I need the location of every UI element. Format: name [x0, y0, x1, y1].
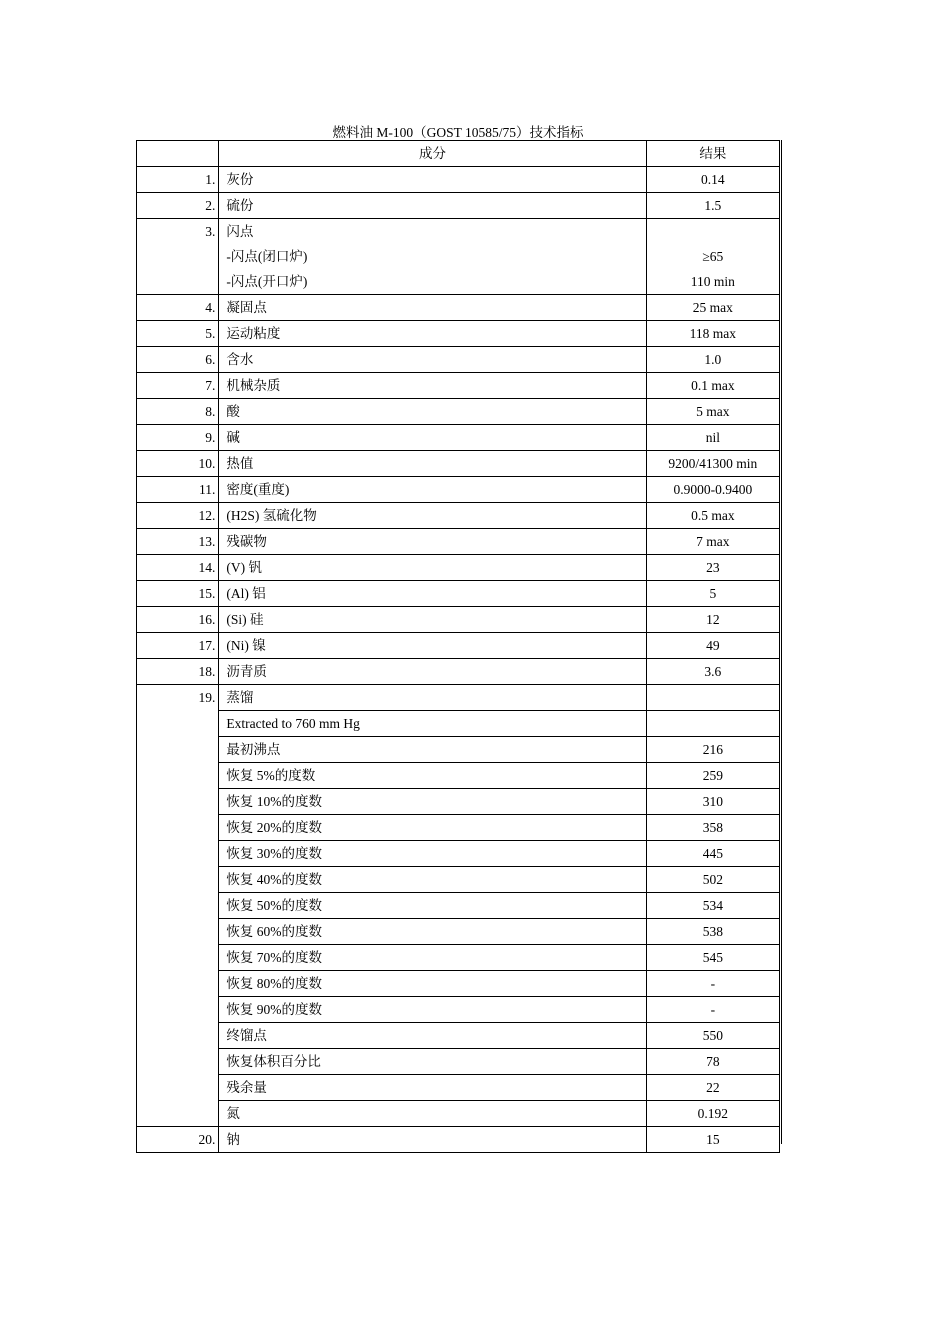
- distillation-number: [137, 1075, 219, 1101]
- row-name: 热值: [219, 451, 646, 477]
- row-number: 17.: [137, 633, 219, 659]
- row-number: 15.: [137, 581, 219, 607]
- header-result: 结果: [646, 141, 779, 167]
- row-name: 硫份: [219, 193, 646, 219]
- row-number: 5.: [137, 321, 219, 347]
- distillation-row: [137, 1075, 780, 1101]
- distillation-number: [137, 971, 219, 997]
- row-value: 5 max: [646, 399, 779, 425]
- distillation-number: [137, 867, 219, 893]
- row-name: 钠: [219, 1127, 646, 1153]
- table-row: [137, 295, 780, 321]
- table-row: [137, 607, 780, 633]
- distillation-number: [137, 1101, 219, 1127]
- distillation-item-value: 550: [646, 1023, 779, 1049]
- spec-table: [136, 140, 780, 1153]
- row-value-line: ≥65: [702, 249, 724, 264]
- distillation-row: [137, 971, 780, 997]
- distillation-number: [137, 789, 219, 815]
- row-number: 2.: [137, 193, 219, 219]
- distillation-item-name: 恢复 5%的度数: [219, 763, 646, 789]
- distillation-row: [137, 945, 780, 971]
- distillation-row: [137, 841, 780, 867]
- distillation-item-value: 445: [646, 841, 779, 867]
- distillation-item-value: 534: [646, 893, 779, 919]
- row-name-line: 闪点: [226, 224, 254, 239]
- distillation-row: [137, 789, 780, 815]
- table-row: [137, 425, 780, 451]
- row-number: 6.: [137, 347, 219, 373]
- header-component: 成分: [219, 141, 646, 167]
- row-name-cell: [219, 219, 646, 295]
- row-name: (Al) 铝: [219, 581, 646, 607]
- row-number: 3.: [137, 219, 219, 295]
- distillation-item-name: 恢复 90%的度数: [219, 997, 646, 1023]
- distillation-item-value: [646, 685, 779, 711]
- distillation-row: [137, 711, 780, 737]
- distillation-item-value: 0.192: [646, 1101, 779, 1127]
- row-number: 18.: [137, 659, 219, 685]
- row-number: 11.: [137, 477, 219, 503]
- row-name: 残碳物: [219, 529, 646, 555]
- row-value: 118 max: [646, 321, 779, 347]
- distillation-item-name: 残余量: [219, 1075, 646, 1101]
- distillation-number: [137, 763, 219, 789]
- row-name: 酸: [219, 399, 646, 425]
- row-value: 0.5 max: [646, 503, 779, 529]
- row-name-line: -闪点(闭口炉): [226, 249, 308, 264]
- row-number: 4.: [137, 295, 219, 321]
- row-value: 0.9000-0.9400: [646, 477, 779, 503]
- table-row: [137, 219, 780, 295]
- row-number: 16.: [137, 607, 219, 633]
- distillation-number: [137, 893, 219, 919]
- row-name: (Si) 硅: [219, 607, 646, 633]
- distillation-row: [137, 763, 780, 789]
- distillation-item-name: 恢复 40%的度数: [219, 867, 646, 893]
- distillation-item-name: 终馏点: [219, 1023, 646, 1049]
- distillation-item-name: 蒸馏: [219, 685, 646, 711]
- distillation-number: [137, 945, 219, 971]
- row-number: 7.: [137, 373, 219, 399]
- row-name: 含水: [219, 347, 646, 373]
- row-name: 灰份: [219, 167, 646, 193]
- distillation-item-name: 恢复体积百分比: [219, 1049, 646, 1075]
- row-number: 14.: [137, 555, 219, 581]
- distillation-item-name: Extracted to 760 mm Hg: [219, 711, 646, 737]
- row-number: 10.: [137, 451, 219, 477]
- table-row: [137, 555, 780, 581]
- distillation-number: 19.: [137, 685, 219, 711]
- distillation-item-value: -: [646, 971, 779, 997]
- header-num-cell: [137, 141, 219, 167]
- table-row: [137, 193, 780, 219]
- row-value: 1.5: [646, 193, 779, 219]
- distillation-item-value: 22: [646, 1075, 779, 1101]
- row-number: 13.: [137, 529, 219, 555]
- row-value: 49: [646, 633, 779, 659]
- distillation-item-name: 恢复 20%的度数: [219, 815, 646, 841]
- row-number: 9.: [137, 425, 219, 451]
- row-value-line: [647, 219, 779, 244]
- row-value: 15: [646, 1127, 779, 1153]
- row-value-cell: [646, 219, 779, 295]
- table-row: [137, 529, 780, 555]
- distillation-row: [137, 685, 780, 711]
- row-number: 8.: [137, 399, 219, 425]
- row-name: (V) 钒: [219, 555, 646, 581]
- distillation-row: [137, 1049, 780, 1075]
- row-value: 9200/41300 min: [646, 451, 779, 477]
- distillation-item-name: 恢复 70%的度数: [219, 945, 646, 971]
- row-name: (Ni) 镍: [219, 633, 646, 659]
- row-name: 密度(重度): [219, 477, 646, 503]
- distillation-item-value: 78: [646, 1049, 779, 1075]
- distillation-item-name: 恢复 60%的度数: [219, 919, 646, 945]
- row-name: 凝固点: [219, 295, 646, 321]
- row-value: 25 max: [646, 295, 779, 321]
- row-name-line: -闪点(开口炉): [226, 274, 308, 289]
- row-value: 5: [646, 581, 779, 607]
- row-number: 1.: [137, 167, 219, 193]
- row-value: 0.1 max: [646, 373, 779, 399]
- distillation-row: [137, 919, 780, 945]
- distillation-number: [137, 737, 219, 763]
- header-row: [137, 141, 780, 167]
- row-value: 1.0: [646, 347, 779, 373]
- distillation-number: [137, 1023, 219, 1049]
- distillation-item-name: 恢复 30%的度数: [219, 841, 646, 867]
- row-value: 0.14: [646, 167, 779, 193]
- table-row: [137, 659, 780, 685]
- distillation-item-name: 最初沸点: [219, 737, 646, 763]
- distillation-item-value: 310: [646, 789, 779, 815]
- row-name: 运动粘度: [219, 321, 646, 347]
- row-value: 7 max: [646, 529, 779, 555]
- table-row: [137, 373, 780, 399]
- table-row: [137, 633, 780, 659]
- row-value: 12: [646, 607, 779, 633]
- table-row: [137, 451, 780, 477]
- row-value-line: 110 min: [690, 274, 735, 289]
- row-name: 机械杂质: [219, 373, 646, 399]
- row-name: 沥青质: [219, 659, 646, 685]
- row-name: 碱: [219, 425, 646, 451]
- distillation-item-value: 502: [646, 867, 779, 893]
- distillation-item-value: 259: [646, 763, 779, 789]
- distillation-row: [137, 815, 780, 841]
- distillation-item-value: 358: [646, 815, 779, 841]
- distillation-number: [137, 815, 219, 841]
- row-number: 20.: [137, 1127, 219, 1153]
- row-value: 23: [646, 555, 779, 581]
- distillation-row: [137, 893, 780, 919]
- table-row: [137, 399, 780, 425]
- table-row: [137, 503, 780, 529]
- row-name: (H2S) 氢硫化物: [219, 503, 646, 529]
- table-row: [137, 477, 780, 503]
- table-row: [137, 1127, 780, 1153]
- distillation-item-name: 恢复 80%的度数: [219, 971, 646, 997]
- table-right-edge: [781, 140, 782, 1144]
- table-row: [137, 321, 780, 347]
- distillation-number: [137, 1049, 219, 1075]
- row-number: 12.: [137, 503, 219, 529]
- distillation-item-value: 545: [646, 945, 779, 971]
- distillation-number: [137, 919, 219, 945]
- distillation-row: [137, 1023, 780, 1049]
- distillation-number: [137, 997, 219, 1023]
- table-row: [137, 581, 780, 607]
- distillation-number: [137, 711, 219, 737]
- distillation-item-name: 恢复 10%的度数: [219, 789, 646, 815]
- row-value: 3.6: [646, 659, 779, 685]
- distillation-item-value: 216: [646, 737, 779, 763]
- row-value: nil: [646, 425, 779, 451]
- distillation-item-name: 氮: [219, 1101, 646, 1127]
- distillation-row: [137, 737, 780, 763]
- distillation-item-name: 恢复 50%的度数: [219, 893, 646, 919]
- distillation-number: [137, 841, 219, 867]
- distillation-row: [137, 867, 780, 893]
- page-title: 燃料油 M-100（GOST 10585/75）技术指标: [332, 125, 584, 140]
- distillation-item-value: [646, 711, 779, 737]
- distillation-item-value: 538: [646, 919, 779, 945]
- table-row: [137, 347, 780, 373]
- distillation-item-value: -: [646, 997, 779, 1023]
- distillation-row: [137, 1101, 780, 1127]
- table-row: [137, 167, 780, 193]
- distillation-row: [137, 997, 780, 1023]
